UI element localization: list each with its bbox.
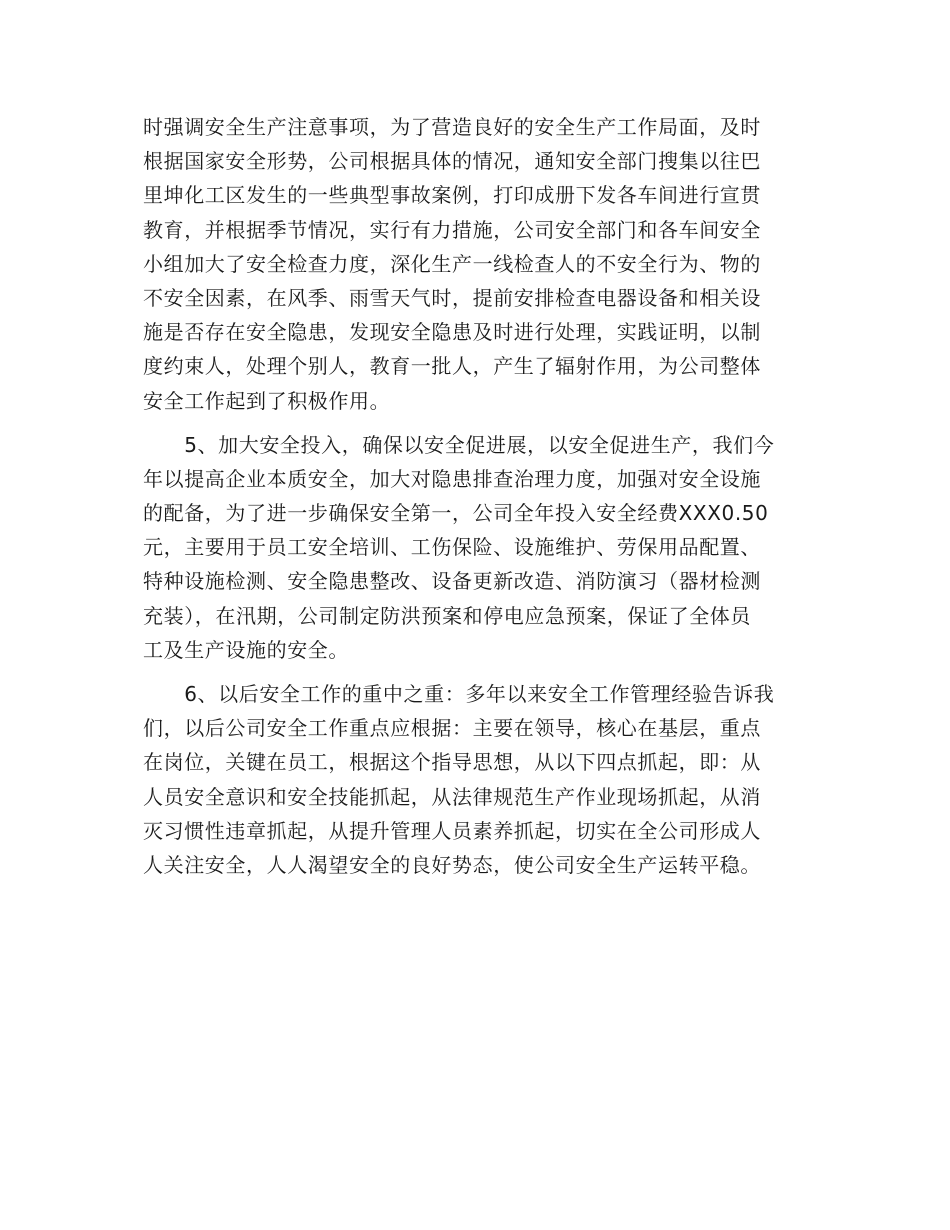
paragraph-2 [143, 428, 823, 667]
text-line: 在岗位，关键在员工，根据这个指导思想，从以下四点抓起，即：从 [143, 750, 761, 775]
text-line: 教育，并根据季节情况，实行有力措施，公司安全部门和各车间安全 [143, 217, 761, 242]
text-line: 安全工作起到了积极作用。 [143, 388, 391, 413]
paragraph-1 [143, 110, 823, 418]
text-line: 工及生产设施的安全。 [143, 637, 349, 662]
text-line: 人员安全意识和安全技能抓起，从法律规范生产作业现场抓起，从消 [143, 784, 761, 809]
text-line: 特种设施检测、安全隐患整改、设备更新改造、消防演习（器材检测 [143, 569, 761, 594]
text-line: 根据国家安全形势，公司根据具体的情况，通知安全部门搜集以往巴 [143, 149, 761, 174]
text-line: 小组加大了安全检查力度，深化生产一线检查人的不安全行为、物的 [143, 251, 761, 276]
text-line: 灭习惯性违章抓起，从提升管理人员素养抓起，切实在全公司形成人 [143, 818, 761, 843]
text-line: 元，主要用于员工安全培训、工伤保险、设施维护、劳保用品配置、 [143, 535, 761, 560]
text-line: 5、加大安全投入，确保以安全促进展，以安全促进生产，我们今 [143, 432, 775, 457]
text-line: 度约束人，处理个别人，教育一批人，产生了辐射作用，为公司整体 [143, 354, 761, 379]
text-line: 不安全因素，在风季、雨雪天气时，提前安排检查电器设备和相关设 [143, 285, 761, 310]
text-line: 6、以后安全工作的重中之重：多年以来安全工作管理经验告诉我 [143, 682, 775, 706]
text-line: 充装），在汛期，公司制定防洪预案和停电应急预案，保证了全体员 [143, 603, 751, 628]
document-body [143, 110, 823, 882]
text-line: 年以提高企业本质安全，加大对隐患排查治理力度，加强对安全设施 [143, 466, 761, 491]
paragraph-3 [143, 677, 823, 882]
text-line: 时强调安全生产注意事项，为了营造良好的安全生产工作局面，及时 [143, 115, 761, 139]
text-line: 们，以后公司安全工作重点应根据：主要在领导，核心在基层，重点 [143, 716, 761, 741]
text-line: 施是否存在安全隐患，发现安全隐患及时进行处理，实践证明，以制 [143, 320, 761, 345]
text-line: 人关注安全，人人渴望安全的良好势态，使公司安全生产运转平稳。 [143, 852, 761, 877]
text-line: 里坤化工区发生的一些典型事故案例，打印成册下发各车间进行宣贯 [143, 183, 761, 208]
text-line: 的配备，为了进一步确保安全第一，公司全年投入安全经费XXX0.50 [143, 501, 769, 526]
